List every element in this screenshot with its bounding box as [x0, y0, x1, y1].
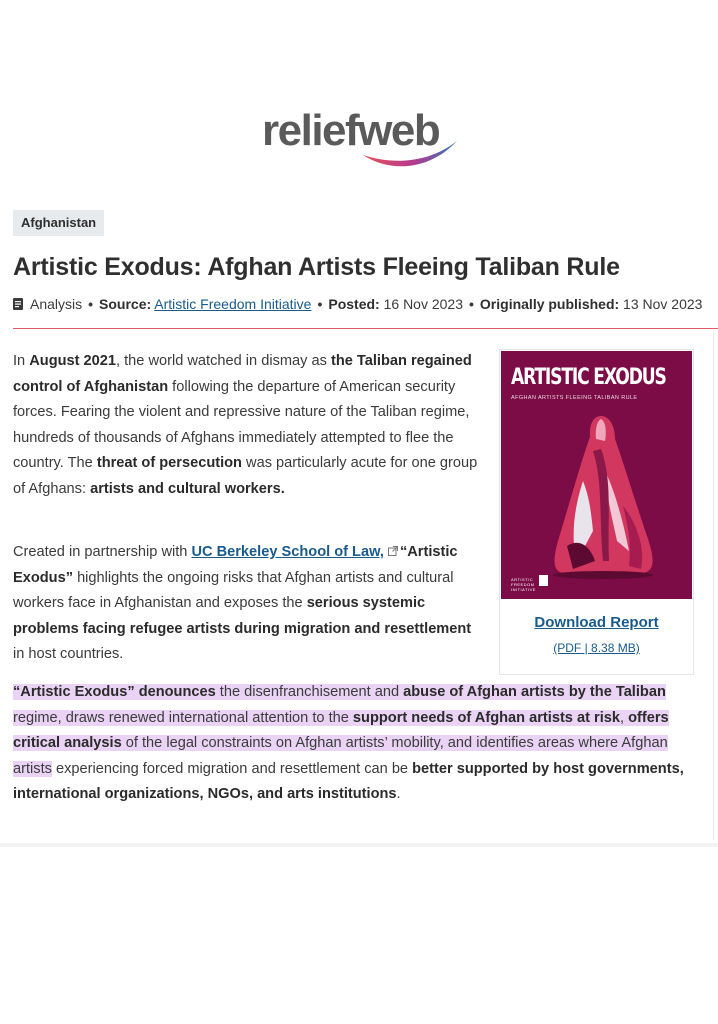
report-card: [499, 349, 694, 675]
published-date: 13 Nov 2023: [623, 296, 703, 312]
paragraph-summary: “Artistic Exodus” denounces the disenfranchisement and abuse of Afghan artists by the Taliban regime, draws renewed international attention to the support needs of Afghan artists at risk, offers critical analysis of the legal constraints on Afghan artists’ mobility, and identifies areas where Afghan artists experiencing forced migration and resettlement can be better supported by host governments, international organizations, NGOs, and arts institutions.: [13, 684, 684, 802]
source-label: Source:: [99, 296, 152, 312]
meta-separator: •: [469, 296, 474, 312]
document-icon: [13, 298, 23, 310]
content-type: Analysis: [30, 296, 83, 312]
veiled-figure-illustration: [543, 411, 663, 581]
country-tag[interactable]: Afghanistan: [13, 210, 104, 236]
source-link[interactable]: Artistic Freedom Initiative: [154, 296, 312, 312]
content-border: [713, 330, 714, 840]
logo-text: reliefweb: [262, 106, 440, 155]
paragraph-intro: In August 2021, the world watched in dismay as the Taliban regained control of Afghanistan following the departure of American security forces. Fearing the violent and repressive nature of the Taliban regime, hundreds of thousands of Afghans immediately attempted to flee the country. The threat of persecution was particularly acute for one group of Afghans: artists and cultural workers.: [13, 353, 478, 497]
cover-publisher: ARTISTIC FREEDOM INITIATIVE: [511, 577, 536, 592]
publisher-logo-icon: [539, 575, 548, 586]
cover-title: ARTISTIC EXODUS: [511, 365, 666, 390]
highlighted-text: “Artistic Exodus” denounces the disenfranchisement and abuse of Afghan artists by the Taliban regime, draws renewed international attention to the support needs of Afghan artists at risk, offers critical analysis of the legal constraints on Afghan artists’ mobility, and identifies areas where Afghan artists: [13, 684, 669, 777]
meta-separator: •: [88, 296, 94, 312]
article-meta: [13, 294, 718, 314]
posted-date: 16 Nov 2023: [383, 296, 464, 312]
page-bottom-edge: [0, 843, 718, 847]
posted-label: Posted:: [328, 296, 380, 312]
logo-swoosh-icon: [357, 133, 462, 173]
published-label: Originally published:: [479, 296, 620, 312]
download-report-link[interactable]: Download Report: [534, 614, 659, 631]
file-info-link[interactable]: (PDF | 8.38 MB): [553, 641, 640, 655]
external-link-icon[interactable]: [388, 546, 398, 556]
title-divider: [13, 328, 718, 329]
report-cover-image[interactable]: [501, 351, 692, 599]
cover-subtitle: AFGHAN ARTISTS FLEEING TALIBAN RULE: [511, 395, 638, 401]
meta-separator: •: [317, 296, 323, 312]
paragraph-partnership: Created in partnership with UC Berkeley School of Law, “Artistic Exodus” highlights the ongoing risks that Afghan artists and cultural workers face in Afghanistan and exposes the serious systemic problems facing refugee artists during migration and resettlement in host countries.: [13, 544, 472, 662]
page-title: Artistic Exodus: Afghan Artists Fleeing Taliban Rule: [13, 253, 620, 281]
uc-berkeley-link[interactable]: UC Berkeley School of Law,: [191, 544, 384, 560]
reliefweb-logo[interactable]: [262, 105, 462, 167]
